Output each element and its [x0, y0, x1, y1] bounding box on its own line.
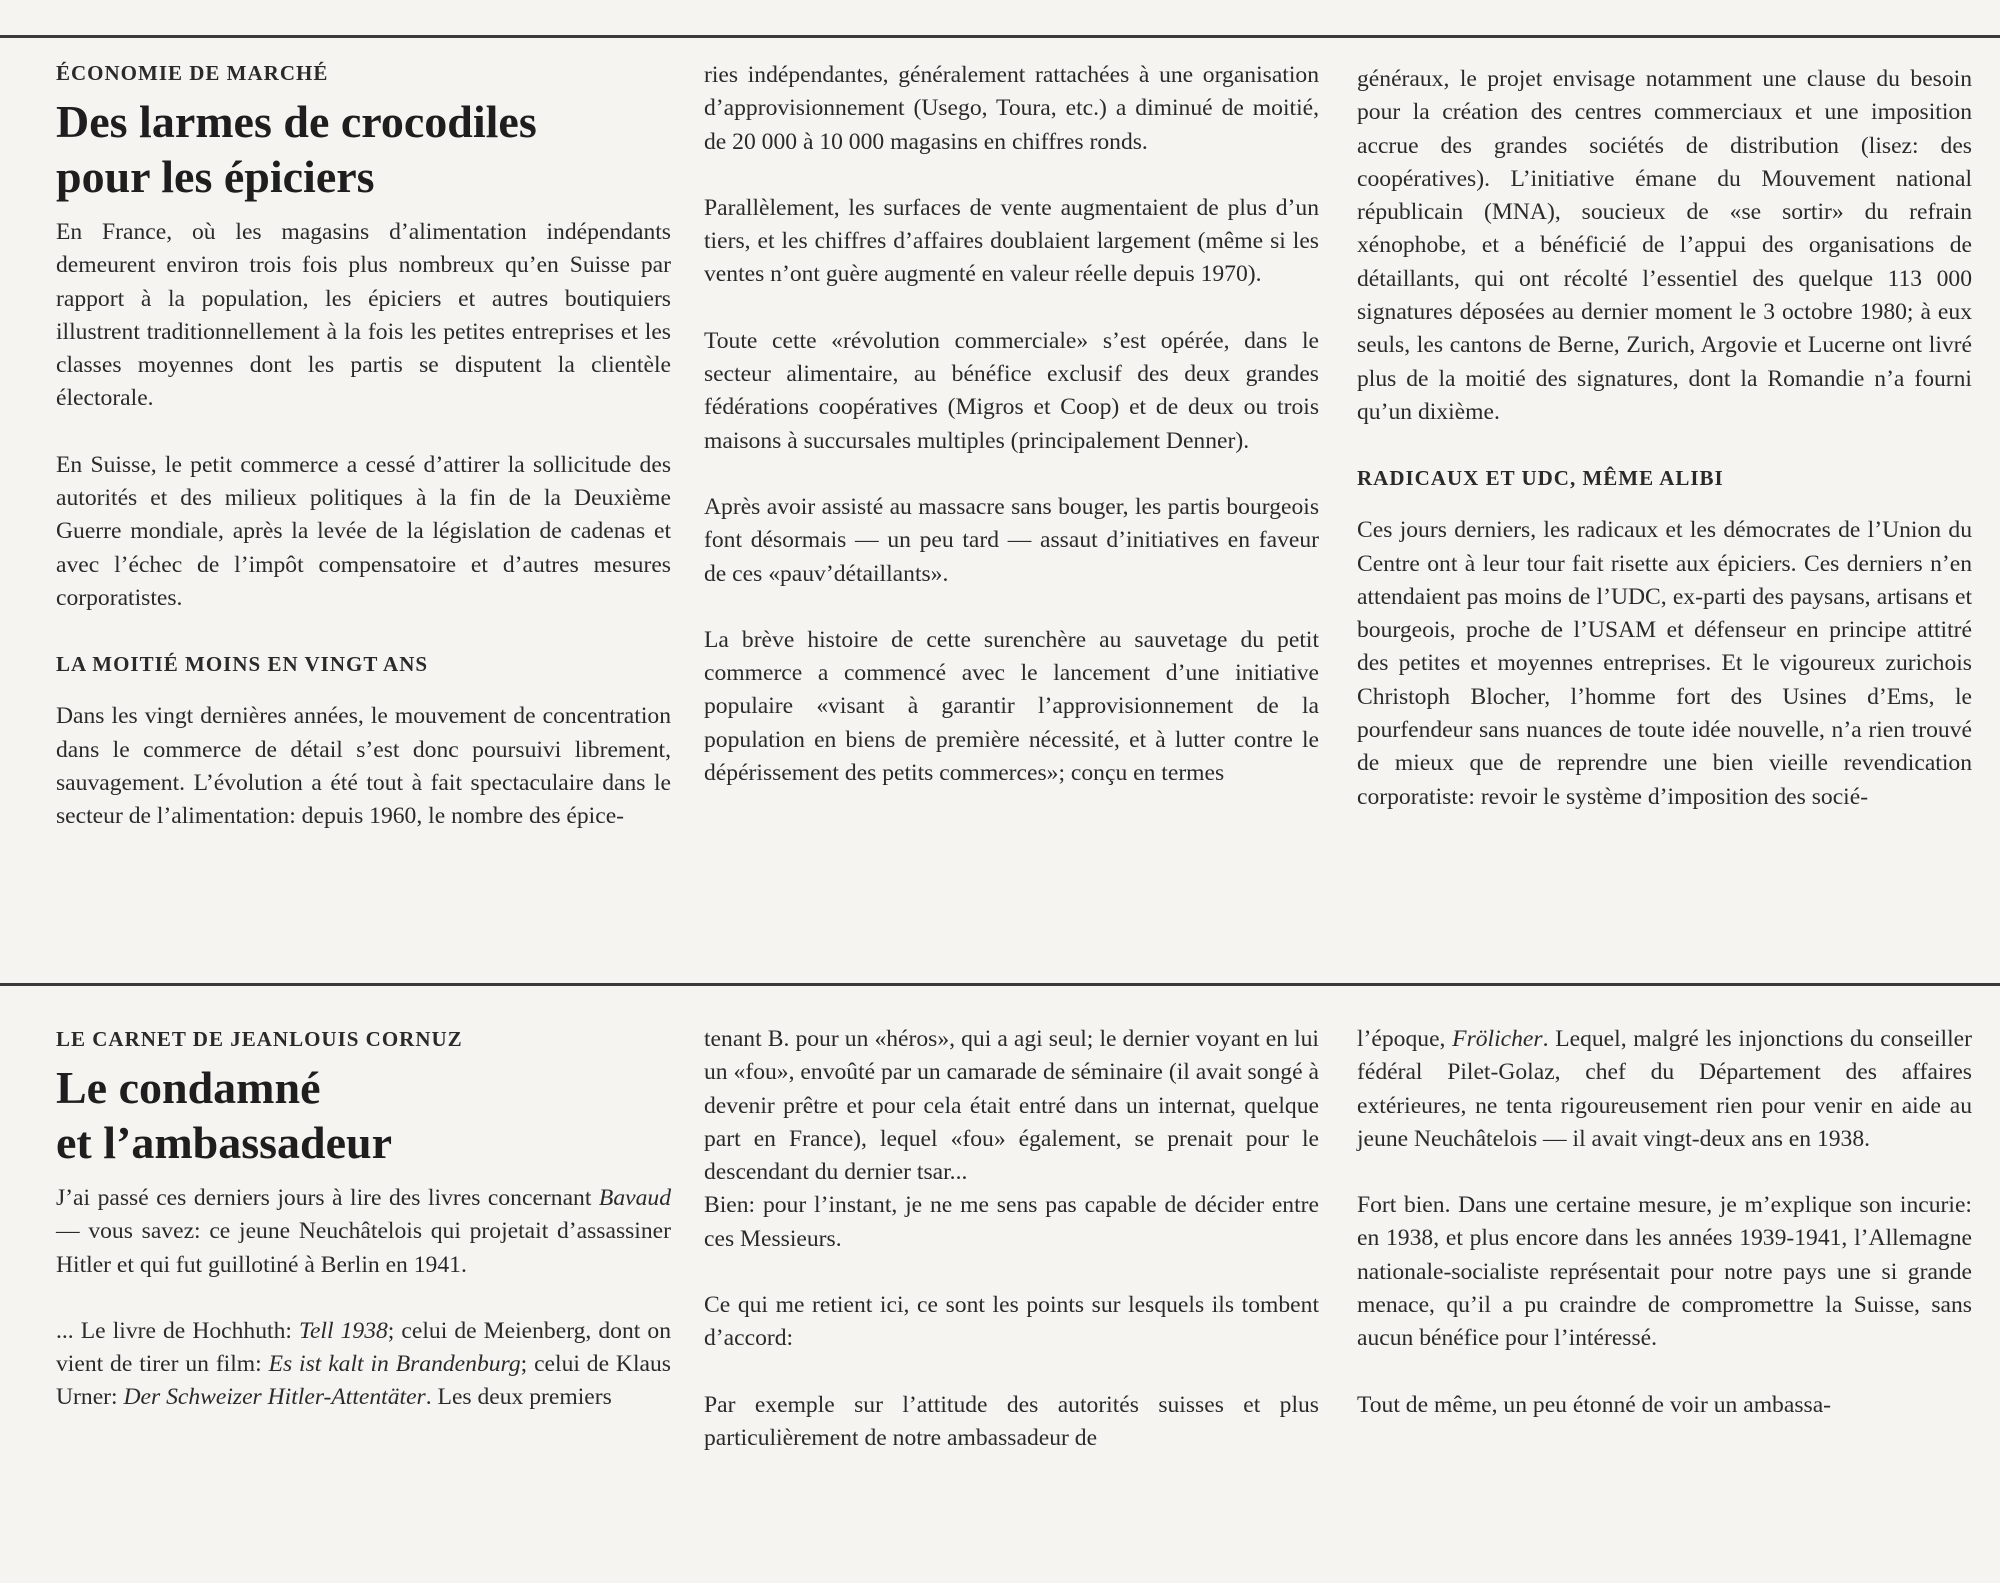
- paragraph: J’ai passé ces derniers jours à lire des livres concernant Bavaud — vous savez: ce jeune Neuchâtelois qui projetait d’assassiner Hitler et qui fut guillotiné à Berlin en 1941.: [56, 1185, 671, 1278]
- paragraph: Après avoir assisté au massacre sans bouger, les partis bourgeois font désormais — un peu tard — assaut d’initiatives en faveur de ces «pauv’détaillants».: [704, 493, 1319, 587]
- paragraph: Ces jours derniers, les radicaux et les démocrates de l’Union du Centre ont à leur tour fait risette aux épiciers. Ces derniers n’en attendaient pas moins de l’UDC, ex-parti des paysans, artisans et bourgeois, proche de l’USAM et défenseur en principe attitré des petites et moyennes entreprises. Et le vigoureux zurichois Christoph Blocher, l’homme fort des Usines d’Ems, le pourfendeur sans nuances de toute idée nouvelle, n’a rien trouvé de mieux que de reprendre une bien vieille revendication corporatiste: revoir le système d’imposition des socié-: [1357, 517, 1972, 810]
- article1-headline: Des larmes de crocodiles pour les épiciers: [56, 96, 537, 202]
- paragraph: Parallèlement, les surfaces de vente augmentaient de plus d’un tiers, et les chiffres d’affaires doublaient largement (même si les ventes n’ont guère augmenté en valeur réelle depuis 1970).: [704, 194, 1319, 288]
- paragraph: généraux, le projet envisage notamment une clause du besoin pour la création des centres commerciaux et une imposition accrue des grandes sociétés de distribution (lisez: des coopératives). L’initiative émane du Mouvement national républicain (MNA), soucieux de «se sortir» du refrain xénophobe, et a bénéficié de l’appui des organisations de détaillants, qui ont récolté l’essentiel des quelque 113 000 signatures déposées au dernier moment le 3 octobre 1980; à eux seuls, les cantons de Berne, Zurich, Argovie et Lucerne ont livré plus de la moitié des signatures, dont la Romandie n’a fourni qu’un dixième.: [1357, 66, 1972, 425]
- article2-column-2: [704, 1023, 1319, 1455]
- article2-column-3: [1357, 1023, 1972, 1422]
- article1-column-3: [1357, 63, 1972, 814]
- paragraph: En Suisse, le petit commerce a cessé d’attirer la sollicitude des autorités et des milieux politiques à la fin de la Deuxième Guerre mondiale, après la levée de la législation de cadenas et avec l’échec de l’impôt compensatoire et d’autres mesures corporatistes.: [56, 451, 671, 611]
- paragraph: En France, où les magasins d’alimentation indépendants demeurent environ trois fois plus nombreux qu’en Suisse par rapport à la population, les épiciers et autres boutiquiers illustrent traditionnellement à la fois les petites entreprises et les classes moyennes dont les partis se disputent la clientèle électorale.: [56, 219, 671, 412]
- article1-subhead-1: LA MOITIÉ MOINS EN VINGT ANS: [56, 652, 429, 677]
- paragraph: Dans les vingt dernières années, le mouvement de concentration dans le commerce de détail s’est donc poursuivi librement, sauvagement. L’évolution a été tout à fait spectaculaire dans le secteur de l’alimentation: depuis 1960, le nombre des épice-: [56, 703, 671, 830]
- paragraph: Par exemple sur l’attitude des autorités suisses et plus particulièrement de notre ambassadeur de: [704, 1391, 1319, 1451]
- paragraph: Ce qui me retient ici, ce sont les points sur lesquels ils tombent d’accord:: [704, 1292, 1319, 1352]
- article2-column-1: [56, 1023, 671, 1415]
- article2-kicker: LE CARNET DE JEANLOUIS CORNUZ: [56, 1027, 463, 1051]
- article1-subhead-2: RADICAUX ET UDC, MÊME ALIBI: [1357, 466, 1724, 491]
- paragraph: ... Le livre de Hochhuth: Tell 1938; celui de Meienberg, dont on vient de tirer un film: Es ist kalt in Brandenburg; celui de Klaus Urner: Der Schweizer Hitler-Attentäter. Les deux premiers: [56, 1317, 671, 1411]
- article2-headline: Le condamné et l’ambassadeur: [56, 1062, 393, 1168]
- paragraph: tenant B. pour un «héros», qui a agi seul; le dernier voyant en lui un «fou», envoûté par un camarade de séminaire (il avait songé à devenir prêtre et pour cela était entré dans un internat, quelque part en France), lequel «fou» également, se prenait pour le descendant du dernier tsar...: [704, 1026, 1319, 1186]
- paragraph: Tout de même, un peu étonné de voir un ambassa-: [1357, 1391, 1832, 1418]
- paragraph: ries indépendantes, généralement rattachées à une organisation d’approvisionnement (Usego, Toura, etc.) a diminué de moitié, de 20 000 à 10 000 magasins en chiffres ronds.: [704, 62, 1319, 155]
- paragraph: Toute cette «révolution commerciale» s’est opérée, dans le secteur alimentaire, au bénéfice exclusif des deux grandes fédérations coopératives (Migros et Coop) et de deux ou trois maisons à succursales multiples (principalement Denner).: [704, 327, 1319, 454]
- article1-column-2: [704, 59, 1319, 790]
- middle-rule: [0, 983, 2000, 986]
- article1-kicker: ÉCONOMIE DE MARCHÉ: [56, 61, 329, 85]
- paragraph: Fort bien. Dans une certaine mesure, je m’explique son incurie: en 1938, et plus encore dans les années 1939-1941, l’Allemagne nationale-socialiste représentait pour notre pays une si grande menace, qu’il a pu craindre de compromettre la Suisse, sans aucun bénéfice pour l’intéressé.: [1357, 1192, 1972, 1352]
- article1-column-1: [56, 57, 671, 833]
- paragraph: l’époque, Frölicher. Lequel, malgré les injonctions du conseiller fédéral Pilet-Golaz, chef du Département des affaires extérieures, ne tenta rigoureusement rien pour venir en aide au jeune Neuchâtelois — il avait vingt-deux ans en 1938.: [1357, 1026, 1973, 1152]
- top-rule: [0, 35, 2000, 38]
- paragraph: La brève histoire de cette surenchère au sauvetage du petit commerce a commencé avec le lancement d’une initiative populaire «visant à garantir l’approvisionnement de la population en biens de première nécessité, et à lutter contre le dépérissement des petits commerces»; conçu en termes: [704, 626, 1319, 787]
- paragraph: Bien: pour l’instant, je ne me sens pas capable de décider entre ces Messieurs.: [704, 1192, 1319, 1252]
